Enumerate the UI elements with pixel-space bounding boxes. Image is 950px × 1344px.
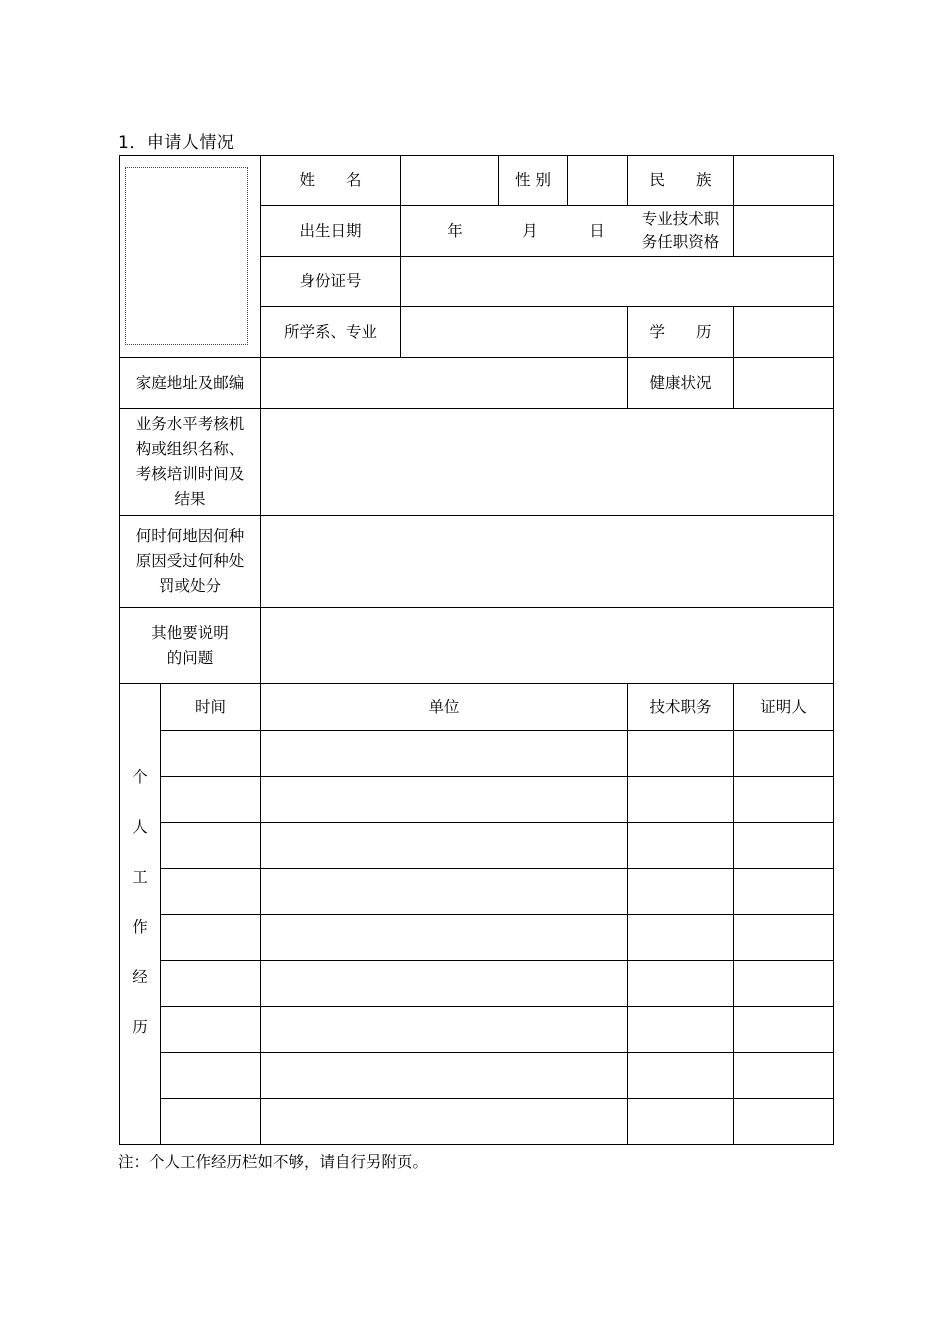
work-history-employer-cell[interactable]	[261, 731, 627, 776]
label-health: 健康状况	[649, 373, 712, 392]
work-history-position-cell[interactable]	[628, 1099, 733, 1144]
work-history-reference-cell[interactable]	[734, 1007, 833, 1052]
footnote: 注：个人工作经历栏如不够，请自行另附页。	[118, 1153, 429, 1171]
label-punishment: 何时何地因何种 原因受过何种处 罚或处分	[135, 527, 245, 595]
punishment-field[interactable]	[261, 516, 833, 607]
health-field[interactable]	[734, 358, 833, 408]
title-qualification-field[interactable]	[734, 206, 833, 256]
education-field[interactable]	[734, 307, 833, 357]
work-history-time-cell[interactable]	[161, 915, 260, 960]
work-history-position-cell[interactable]	[628, 823, 733, 868]
work-history-time-cell[interactable]	[161, 1007, 260, 1052]
label-month: 月	[522, 221, 538, 240]
ethnicity-field[interactable]	[734, 156, 833, 205]
side-char: 作	[132, 918, 148, 936]
column-header-time: 时间	[194, 697, 226, 716]
photo-placeholder[interactable]	[125, 167, 248, 345]
id-number-field[interactable]	[401, 257, 833, 306]
column-header-reference: 证明人	[760, 697, 807, 716]
work-history-reference-cell[interactable]	[734, 1099, 833, 1144]
column-header-position: 技术职务	[649, 697, 712, 716]
work-history-employer-cell[interactable]	[261, 1053, 627, 1098]
side-char: 历	[132, 1018, 148, 1036]
gender-field[interactable]	[568, 156, 627, 205]
address-postcode-field[interactable]	[261, 358, 627, 408]
label-other: 其他要说明 的问题	[151, 623, 229, 667]
work-history-reference-cell[interactable]	[734, 869, 833, 914]
work-history-time-cell[interactable]	[161, 777, 260, 822]
work-history-reference-cell[interactable]	[734, 777, 833, 822]
work-history-employer-cell[interactable]	[261, 777, 627, 822]
label-assessment: 业务水平考核机 构或组织名称、 考核培训时间及 结果	[135, 415, 245, 508]
other-field[interactable]	[261, 608, 833, 683]
work-history-time-cell[interactable]	[161, 869, 260, 914]
work-history-side-label	[120, 760, 160, 1060]
label-address-postcode: 家庭地址及邮编	[135, 373, 245, 392]
work-history-position-cell[interactable]	[628, 731, 733, 776]
work-history-reference-cell[interactable]	[734, 823, 833, 868]
work-history-position-cell[interactable]	[628, 869, 733, 914]
label-year: 年	[447, 221, 463, 240]
work-history-employer-cell[interactable]	[261, 1007, 627, 1052]
work-history-employer-cell[interactable]	[261, 915, 627, 960]
label-ethnicity: 民 族	[649, 171, 712, 189]
label-id-number: 身份证号	[299, 272, 362, 290]
work-history-time-cell[interactable]	[161, 961, 260, 1006]
side-char: 个	[132, 768, 148, 786]
column-header-employer: 单位	[428, 697, 460, 716]
name-field[interactable]	[401, 156, 498, 205]
work-history-time-cell[interactable]	[161, 731, 260, 776]
work-history-employer-cell[interactable]	[261, 823, 627, 868]
side-char: 经	[132, 968, 148, 986]
side-char: 人	[132, 818, 148, 836]
work-history-employer-cell[interactable]	[261, 961, 627, 1006]
work-history-reference-cell[interactable]	[734, 1053, 833, 1098]
label-gender: 性 别	[515, 171, 551, 189]
work-history-reference-cell[interactable]	[734, 731, 833, 776]
work-history-reference-cell[interactable]	[734, 915, 833, 960]
work-history-time-cell[interactable]	[161, 823, 260, 868]
label-title-qualification: 专业技术职 务任职资格	[641, 210, 720, 251]
work-history-time-cell[interactable]	[161, 1099, 260, 1144]
work-history-employer-cell[interactable]	[261, 869, 627, 914]
work-history-position-cell[interactable]	[628, 1053, 733, 1098]
label-birth-date: 出生日期	[299, 221, 362, 240]
section-title: 1．申请人情况	[118, 133, 235, 153]
work-history-time-cell[interactable]	[161, 1053, 260, 1098]
side-char: 工	[132, 868, 148, 886]
work-history-reference-cell[interactable]	[734, 961, 833, 1006]
assessment-field[interactable]	[261, 409, 833, 515]
label-day: 日	[589, 221, 605, 240]
label-education: 学 历	[649, 322, 712, 341]
label-name: 姓 名	[299, 171, 362, 189]
work-history-employer-cell[interactable]	[261, 1099, 627, 1144]
work-history-position-cell[interactable]	[628, 961, 733, 1006]
department-major-field[interactable]	[401, 307, 627, 357]
label-department-major: 所学系、专业	[283, 322, 377, 341]
work-history-position-cell[interactable]	[628, 915, 733, 960]
work-history-position-cell[interactable]	[628, 1007, 733, 1052]
work-history-position-cell[interactable]	[628, 777, 733, 822]
